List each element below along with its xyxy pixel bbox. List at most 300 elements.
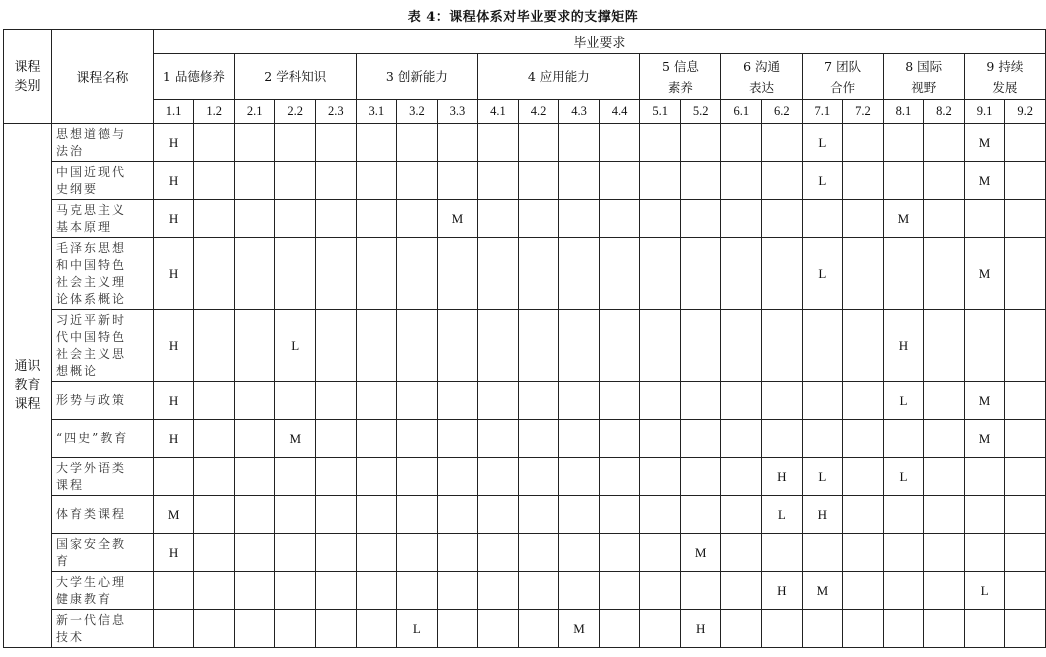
support-cell-9-1: M xyxy=(964,124,1005,162)
support-cell-3-1 xyxy=(356,124,397,162)
support-cell-7-2 xyxy=(843,382,884,420)
support-cell-5-2 xyxy=(680,382,721,420)
support-cell-2-1 xyxy=(234,420,275,458)
support-cell-7-1 xyxy=(802,382,843,420)
support-cell-9-1 xyxy=(964,534,1005,572)
support-cell-6-2 xyxy=(762,124,803,162)
support-cell-2-1 xyxy=(234,534,275,572)
support-cell-4-3 xyxy=(559,162,600,200)
support-cell-9-1 xyxy=(964,610,1005,648)
support-cell-9-2 xyxy=(1005,458,1046,496)
indicator-7-1: 7.1 xyxy=(802,100,843,124)
course-name-cell: 毛泽东思想 和中国特色 社会主义理 论体系概论 xyxy=(51,238,153,310)
support-cell-3-2 xyxy=(397,310,438,382)
support-cell-4-4 xyxy=(599,420,640,458)
support-cell-9-1: M xyxy=(964,238,1005,310)
indicator-8-2: 8.2 xyxy=(924,100,965,124)
support-cell-8-1 xyxy=(883,162,924,200)
support-cell-3-2 xyxy=(397,238,438,310)
support-cell-2-3 xyxy=(316,162,357,200)
support-cell-5-1 xyxy=(640,238,681,310)
support-cell-9-2 xyxy=(1005,610,1046,648)
support-cell-5-2 xyxy=(680,458,721,496)
support-cell-4-3 xyxy=(559,496,600,534)
indicator-4-3: 4.3 xyxy=(559,100,600,124)
support-cell-9-2 xyxy=(1005,200,1046,238)
course-name-cell: 习近平新时 代中国特色 社会主义思 想概论 xyxy=(51,310,153,382)
support-cell-6-1 xyxy=(721,572,762,610)
support-cell-6-2 xyxy=(762,238,803,310)
support-cell-4-4 xyxy=(599,534,640,572)
support-cell-5-1 xyxy=(640,310,681,382)
indicator-1-2: 1.2 xyxy=(194,100,235,124)
support-cell-3-3 xyxy=(437,124,478,162)
support-cell-6-2 xyxy=(762,162,803,200)
course-name-cell: 马克思主义 基本原理 xyxy=(51,200,153,238)
support-cell-8-2 xyxy=(924,496,965,534)
support-cell-5-1 xyxy=(640,534,681,572)
support-cell-1-2 xyxy=(194,310,235,382)
support-cell-2-3 xyxy=(316,534,357,572)
support-cell-8-2 xyxy=(924,458,965,496)
support-cell-3-2 xyxy=(397,162,438,200)
support-cell-2-2 xyxy=(275,458,316,496)
table-row xyxy=(4,534,1046,572)
header-course-name: 课程名称 xyxy=(51,30,153,124)
indicator-5-2: 5.2 xyxy=(680,100,721,124)
indicator-8-1: 8.1 xyxy=(883,100,924,124)
support-cell-7-2 xyxy=(843,420,884,458)
indicator-1-1: 1.1 xyxy=(153,100,194,124)
support-cell-3-1 xyxy=(356,534,397,572)
support-cell-9-2 xyxy=(1005,382,1046,420)
support-cell-2-1 xyxy=(234,124,275,162)
support-cell-9-1 xyxy=(964,200,1005,238)
support-cell-4-4 xyxy=(599,610,640,648)
support-cell-1-1: H xyxy=(153,382,194,420)
support-cell-2-3 xyxy=(316,610,357,648)
support-cell-1-1 xyxy=(153,572,194,610)
support-cell-2-2 xyxy=(275,382,316,420)
support-cell-2-1 xyxy=(234,610,275,648)
support-cell-8-2 xyxy=(924,124,965,162)
indicator-3-3: 3.3 xyxy=(437,100,478,124)
support-cell-3-1 xyxy=(356,162,397,200)
support-cell-6-2: H xyxy=(762,572,803,610)
support-cell-2-1 xyxy=(234,200,275,238)
support-cell-9-1: M xyxy=(964,382,1005,420)
support-cell-2-3 xyxy=(316,420,357,458)
table-row xyxy=(4,458,1046,496)
requirement-group-1: 1 品德修养 xyxy=(153,54,234,100)
support-cell-5-1 xyxy=(640,382,681,420)
support-matrix-table xyxy=(3,29,1046,648)
support-cell-8-1: L xyxy=(883,382,924,420)
support-cell-5-2: M xyxy=(680,534,721,572)
support-cell-3-3 xyxy=(437,162,478,200)
support-cell-7-2 xyxy=(843,534,884,572)
support-cell-3-1 xyxy=(356,420,397,458)
support-cell-7-1 xyxy=(802,310,843,382)
support-cell-3-1 xyxy=(356,572,397,610)
support-cell-2-1 xyxy=(234,382,275,420)
support-cell-7-1 xyxy=(802,200,843,238)
support-cell-1-1: H xyxy=(153,420,194,458)
support-cell-2-2: L xyxy=(275,310,316,382)
support-cell-4-1 xyxy=(478,124,519,162)
table-row xyxy=(4,610,1046,648)
support-cell-4-2 xyxy=(518,496,559,534)
support-cell-6-2: L xyxy=(762,496,803,534)
support-cell-7-2 xyxy=(843,200,884,238)
support-cell-7-1 xyxy=(802,610,843,648)
support-cell-8-2 xyxy=(924,534,965,572)
support-cell-2-2 xyxy=(275,200,316,238)
table-row xyxy=(4,200,1046,238)
support-cell-4-2 xyxy=(518,200,559,238)
support-cell-1-1: H xyxy=(153,310,194,382)
support-cell-9-2 xyxy=(1005,534,1046,572)
support-cell-1-2 xyxy=(194,124,235,162)
support-cell-4-4 xyxy=(599,496,640,534)
support-cell-5-1 xyxy=(640,458,681,496)
support-cell-9-1 xyxy=(964,496,1005,534)
table-row xyxy=(4,382,1046,420)
requirement-group-2: 2 学科知识 xyxy=(234,54,356,100)
indicator-2-1: 2.1 xyxy=(234,100,275,124)
indicator-9-2: 9.2 xyxy=(1005,100,1046,124)
indicator-2-2: 2.2 xyxy=(275,100,316,124)
support-cell-2-1 xyxy=(234,572,275,610)
support-cell-3-3 xyxy=(437,572,478,610)
support-cell-1-2 xyxy=(194,238,235,310)
support-cell-2-3 xyxy=(316,200,357,238)
support-cell-4-1 xyxy=(478,496,519,534)
support-cell-6-1 xyxy=(721,124,762,162)
support-cell-5-2 xyxy=(680,238,721,310)
support-cell-7-1 xyxy=(802,534,843,572)
support-cell-6-2 xyxy=(762,310,803,382)
support-cell-4-3 xyxy=(559,572,600,610)
indicator-6-2: 6.2 xyxy=(762,100,803,124)
support-cell-7-2 xyxy=(843,496,884,534)
support-cell-1-2 xyxy=(194,534,235,572)
support-cell-2-2 xyxy=(275,124,316,162)
support-cell-8-1 xyxy=(883,238,924,310)
support-cell-2-3 xyxy=(316,382,357,420)
table-row xyxy=(4,310,1046,382)
table-row xyxy=(4,124,1046,162)
support-cell-3-1 xyxy=(356,610,397,648)
requirement-group-4: 4 应用能力 xyxy=(478,54,640,100)
support-cell-4-3 xyxy=(559,534,600,572)
support-cell-8-2 xyxy=(924,572,965,610)
support-cell-8-1 xyxy=(883,496,924,534)
support-cell-1-1: H xyxy=(153,534,194,572)
support-cell-9-1: M xyxy=(964,420,1005,458)
table-row xyxy=(4,238,1046,310)
requirement-group-7: 7 团队 合作 xyxy=(802,54,883,100)
support-cell-5-1 xyxy=(640,124,681,162)
support-cell-4-1 xyxy=(478,200,519,238)
support-cell-5-2 xyxy=(680,200,721,238)
support-cell-5-2 xyxy=(680,310,721,382)
indicator-4-1: 4.1 xyxy=(478,100,519,124)
support-cell-4-3 xyxy=(559,200,600,238)
support-cell-8-2 xyxy=(924,310,965,382)
support-cell-2-2 xyxy=(275,496,316,534)
support-cell-4-3 xyxy=(559,420,600,458)
support-cell-1-2 xyxy=(194,382,235,420)
support-cell-2-1 xyxy=(234,310,275,382)
support-cell-6-2 xyxy=(762,534,803,572)
support-cell-2-2 xyxy=(275,238,316,310)
support-cell-7-1: H xyxy=(802,496,843,534)
course-name-cell: 大学生心理 健康教育 xyxy=(51,572,153,610)
support-cell-2-3 xyxy=(316,310,357,382)
support-cell-4-3: M xyxy=(559,610,600,648)
support-cell-1-2 xyxy=(194,496,235,534)
support-cell-3-3 xyxy=(437,610,478,648)
support-cell-4-4 xyxy=(599,200,640,238)
support-cell-9-1 xyxy=(964,458,1005,496)
support-cell-9-1: M xyxy=(964,162,1005,200)
indicator-6-1: 6.1 xyxy=(721,100,762,124)
support-cell-8-1 xyxy=(883,572,924,610)
support-cell-5-1 xyxy=(640,420,681,458)
support-cell-7-2 xyxy=(843,162,884,200)
support-cell-3-3 xyxy=(437,534,478,572)
support-cell-2-3 xyxy=(316,496,357,534)
support-cell-1-1: H xyxy=(153,200,194,238)
support-cell-6-1 xyxy=(721,534,762,572)
support-cell-4-4 xyxy=(599,572,640,610)
support-cell-2-1 xyxy=(234,162,275,200)
support-cell-8-1 xyxy=(883,420,924,458)
support-cell-9-2 xyxy=(1005,420,1046,458)
support-cell-3-2 xyxy=(397,382,438,420)
support-cell-5-1 xyxy=(640,162,681,200)
support-cell-6-1 xyxy=(721,200,762,238)
table-row xyxy=(4,162,1046,200)
support-cell-4-3 xyxy=(559,382,600,420)
table-row xyxy=(4,572,1046,610)
course-name-cell: 中国近现代 史纲要 xyxy=(51,162,153,200)
support-cell-4-3 xyxy=(559,124,600,162)
support-cell-8-2 xyxy=(924,420,965,458)
support-cell-2-2 xyxy=(275,162,316,200)
support-cell-6-1 xyxy=(721,310,762,382)
indicator-4-4: 4.4 xyxy=(599,100,640,124)
support-cell-4-1 xyxy=(478,572,519,610)
requirement-group-8: 8 国际 视野 xyxy=(883,54,964,100)
support-cell-5-2 xyxy=(680,162,721,200)
support-cell-8-1 xyxy=(883,610,924,648)
course-name-cell: 大学外语类 课程 xyxy=(51,458,153,496)
support-cell-8-2 xyxy=(924,238,965,310)
support-cell-3-3 xyxy=(437,238,478,310)
course-name-cell: 形势与政策 xyxy=(51,382,153,420)
support-cell-5-2 xyxy=(680,496,721,534)
course-category-cell: 通识 教育 课程 xyxy=(4,124,52,648)
support-cell-6-2: H xyxy=(762,458,803,496)
support-cell-3-2 xyxy=(397,496,438,534)
support-cell-2-2 xyxy=(275,610,316,648)
indicator-9-1: 9.1 xyxy=(964,100,1005,124)
support-cell-4-1 xyxy=(478,238,519,310)
support-cell-8-1 xyxy=(883,124,924,162)
support-cell-6-1 xyxy=(721,496,762,534)
support-cell-2-3 xyxy=(316,572,357,610)
course-name-cell: “四史”教育 xyxy=(51,420,153,458)
support-cell-3-2: L xyxy=(397,610,438,648)
support-cell-3-1 xyxy=(356,458,397,496)
support-cell-4-3 xyxy=(559,310,600,382)
support-cell-8-1 xyxy=(883,534,924,572)
support-cell-1-2 xyxy=(194,458,235,496)
support-cell-7-2 xyxy=(843,572,884,610)
support-cell-6-1 xyxy=(721,162,762,200)
support-cell-3-2 xyxy=(397,534,438,572)
support-cell-3-2 xyxy=(397,200,438,238)
support-cell-7-1: L xyxy=(802,238,843,310)
support-cell-7-2 xyxy=(843,310,884,382)
support-cell-9-2 xyxy=(1005,496,1046,534)
support-cell-7-1: L xyxy=(802,124,843,162)
support-cell-2-1 xyxy=(234,458,275,496)
support-cell-3-1 xyxy=(356,238,397,310)
support-cell-4-4 xyxy=(599,238,640,310)
support-cell-4-4 xyxy=(599,382,640,420)
support-cell-3-3: M xyxy=(437,200,478,238)
indicator-3-2: 3.2 xyxy=(397,100,438,124)
support-cell-4-2 xyxy=(518,610,559,648)
course-name-cell: 体育类课程 xyxy=(51,496,153,534)
requirement-group-6: 6 沟通 表达 xyxy=(721,54,802,100)
indicator-2-3: 2.3 xyxy=(316,100,357,124)
indicator-5-1: 5.1 xyxy=(640,100,681,124)
support-cell-3-3 xyxy=(437,310,478,382)
header-course-category: 课程 类别 xyxy=(4,30,52,124)
support-cell-9-1 xyxy=(964,310,1005,382)
support-cell-3-3 xyxy=(437,496,478,534)
support-cell-8-2 xyxy=(924,382,965,420)
support-cell-5-1 xyxy=(640,496,681,534)
support-cell-3-2 xyxy=(397,458,438,496)
support-cell-6-1 xyxy=(721,382,762,420)
table-row xyxy=(4,420,1046,458)
support-cell-5-1 xyxy=(640,572,681,610)
support-cell-3-1 xyxy=(356,200,397,238)
support-cell-1-2 xyxy=(194,572,235,610)
support-cell-4-2 xyxy=(518,162,559,200)
support-cell-9-2 xyxy=(1005,310,1046,382)
requirement-group-5: 5 信息 素养 xyxy=(640,54,721,100)
indicator-3-1: 3.1 xyxy=(356,100,397,124)
support-cell-1-1: H xyxy=(153,238,194,310)
support-cell-6-1 xyxy=(721,420,762,458)
support-cell-7-2 xyxy=(843,610,884,648)
support-cell-8-1: H xyxy=(883,310,924,382)
support-cell-3-3 xyxy=(437,458,478,496)
support-cell-8-2 xyxy=(924,162,965,200)
support-cell-8-2 xyxy=(924,610,965,648)
support-cell-9-2 xyxy=(1005,238,1046,310)
support-cell-7-2 xyxy=(843,124,884,162)
support-cell-3-1 xyxy=(356,382,397,420)
support-cell-5-1 xyxy=(640,200,681,238)
support-cell-4-1 xyxy=(478,420,519,458)
support-cell-4-2 xyxy=(518,124,559,162)
support-cell-3-3 xyxy=(437,382,478,420)
support-cell-4-1 xyxy=(478,162,519,200)
support-cell-4-1 xyxy=(478,382,519,420)
support-cell-3-1 xyxy=(356,310,397,382)
support-cell-5-2: H xyxy=(680,610,721,648)
support-cell-1-2 xyxy=(194,200,235,238)
support-cell-8-2 xyxy=(924,200,965,238)
support-cell-2-1 xyxy=(234,496,275,534)
support-cell-4-3 xyxy=(559,458,600,496)
support-cell-3-2 xyxy=(397,420,438,458)
support-cell-2-1 xyxy=(234,238,275,310)
course-name-cell: 国家安全教 育 xyxy=(51,534,153,572)
table-row xyxy=(4,496,1046,534)
support-cell-6-1 xyxy=(721,238,762,310)
support-cell-4-1 xyxy=(478,534,519,572)
course-name-cell: 思想道德与 法治 xyxy=(51,124,153,162)
support-cell-4-1 xyxy=(478,310,519,382)
support-cell-9-1: L xyxy=(964,572,1005,610)
support-cell-3-2 xyxy=(397,572,438,610)
support-cell-5-1 xyxy=(640,610,681,648)
indicator-4-2: 4.2 xyxy=(518,100,559,124)
support-cell-4-2 xyxy=(518,572,559,610)
support-cell-9-2 xyxy=(1005,162,1046,200)
support-cell-4-4 xyxy=(599,458,640,496)
support-cell-1-2 xyxy=(194,420,235,458)
support-cell-8-1: L xyxy=(883,458,924,496)
support-cell-1-1: M xyxy=(153,496,194,534)
support-cell-2-2 xyxy=(275,572,316,610)
support-cell-4-1 xyxy=(478,458,519,496)
support-cell-4-3 xyxy=(559,238,600,310)
support-cell-4-2 xyxy=(518,534,559,572)
support-cell-1-2 xyxy=(194,162,235,200)
header-graduation-requirements: 毕业要求 xyxy=(153,30,1045,54)
support-cell-6-1 xyxy=(721,458,762,496)
support-cell-8-1: M xyxy=(883,200,924,238)
support-cell-3-2 xyxy=(397,124,438,162)
support-cell-1-1: H xyxy=(153,162,194,200)
support-cell-9-2 xyxy=(1005,124,1046,162)
support-cell-1-1 xyxy=(153,610,194,648)
support-cell-2-3 xyxy=(316,238,357,310)
support-cell-1-1 xyxy=(153,458,194,496)
requirement-group-3: 3 创新能力 xyxy=(356,54,478,100)
support-cell-6-2 xyxy=(762,200,803,238)
support-cell-5-2 xyxy=(680,572,721,610)
support-cell-9-2 xyxy=(1005,572,1046,610)
support-cell-7-2 xyxy=(843,458,884,496)
support-cell-6-1 xyxy=(721,610,762,648)
support-cell-2-3 xyxy=(316,124,357,162)
requirement-group-9: 9 持续 发展 xyxy=(964,54,1045,100)
support-cell-4-2 xyxy=(518,310,559,382)
support-cell-7-1: L xyxy=(802,162,843,200)
support-cell-3-1 xyxy=(356,496,397,534)
support-cell-2-2 xyxy=(275,534,316,572)
